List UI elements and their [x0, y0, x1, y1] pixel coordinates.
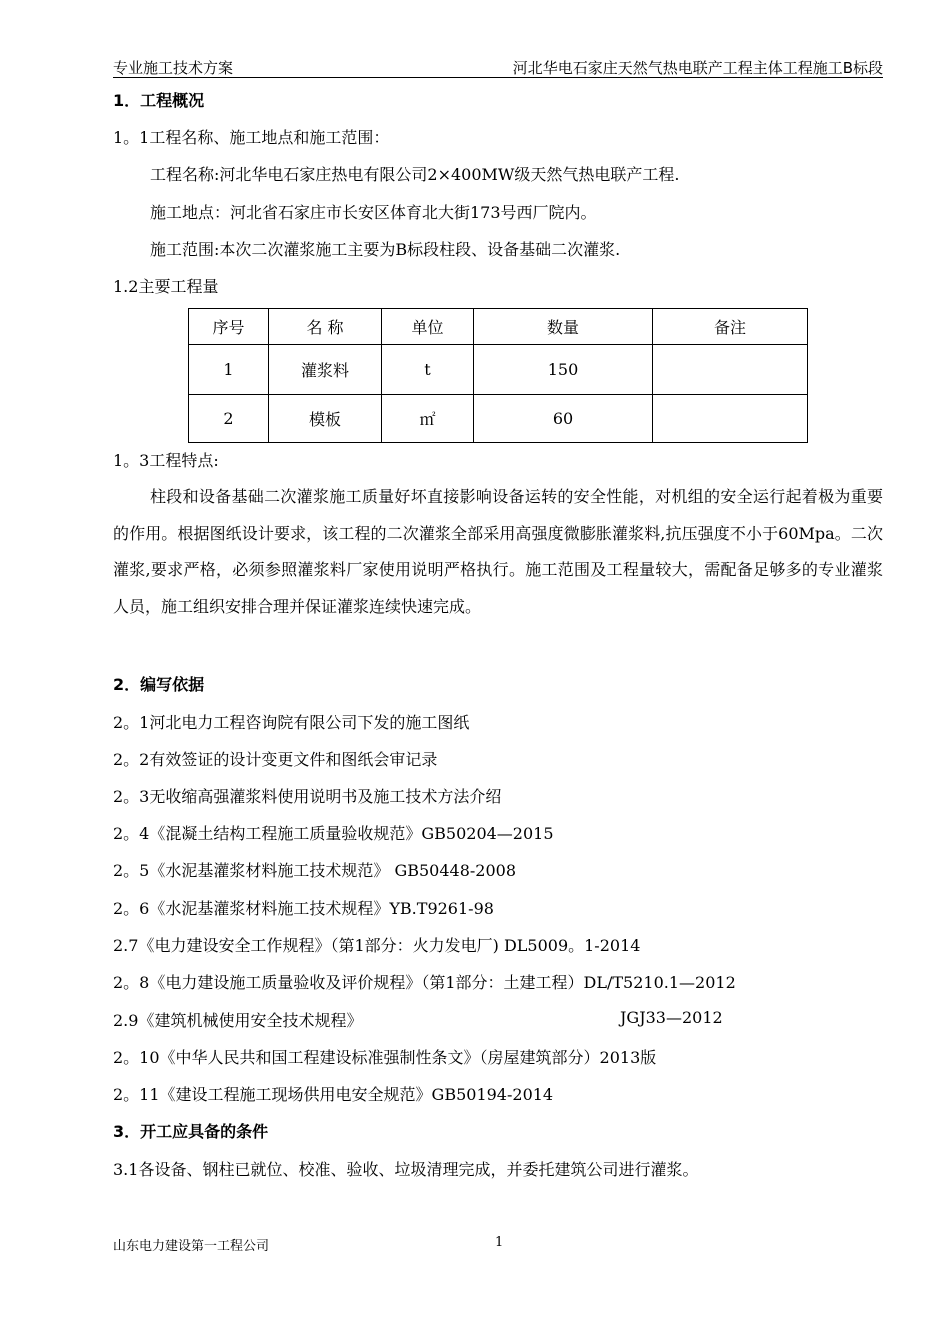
section3-title: 3．开工应具备的条件 — [113, 1122, 269, 1141]
section1-1-title: 1。1工程名称、施工地点和施工范围： — [113, 128, 390, 147]
table-header-cell: 名 称 — [269, 309, 382, 345]
table-cell: 60 — [474, 395, 653, 443]
table-cell — [653, 395, 808, 443]
section3-1-text: 3.1各设备、钢柱已就位、校准、验收、垃圾清理完成，并委托建筑公司进行灌浆。 — [113, 1160, 699, 1179]
table-cell: 灌浆料 — [269, 345, 382, 395]
header-rule — [113, 77, 883, 78]
section2-title: 2．编写依据 — [113, 675, 205, 694]
basis-item: 2。2有效签证的设计变更文件和图纸会审记录 — [113, 750, 438, 769]
table-cell: 2 — [189, 395, 269, 443]
section1-3-title: 1。3工程特点: — [113, 451, 219, 470]
basis-item: 2。10《中华人民共和国工程建设标准强制性条文》（房屋建筑部分）2013版 — [113, 1048, 657, 1067]
table-header-cell: 数量 — [474, 309, 653, 345]
table-row — [189, 395, 808, 443]
header-left-text: 专业施工技术方案 — [113, 59, 234, 77]
header-right-text: 河北华电石家庄天然气热电联产工程主体工程施工B标段 — [512, 59, 883, 77]
table-cell — [653, 345, 808, 395]
table-header-cell: 单位 — [382, 309, 474, 345]
project-location: 施工地点：河北省石家庄市长安区体育北大街173号西厂院内。 — [150, 203, 597, 222]
section1-3-paragraph: 柱段和设备基础二次灌浆施工质量好坏直接影响设备运转的安全性能，对机组的安全运行起着极为重要的作用。根据图纸设计要求，该工程的二次灌浆全部采用高强度微膨胀灌浆料,抗压强度不小于60Mpa。二次灌浆,要求严格，必须参照灌浆料厂家使用说明严格执行。施工范围及工程量较大，需配备足够多的专业灌浆人员，施工组织安排合理并保证灌浆连续快速完成。 — [113, 487, 883, 616]
table-cell: ㎡ — [382, 395, 474, 443]
quantity-table — [188, 308, 808, 443]
basis-item: 2。6《水泥基灌浆材料施工技术规程》YB.T9261-98 — [113, 899, 494, 918]
basis-item: 2.7《电力建设安全工作规程》（第1部分：火力发电厂) DL5009。1-2014 — [113, 936, 641, 955]
table-header-row — [189, 309, 808, 345]
basis-item: 2。5《水泥基灌浆材料施工技术规范》 GB50448-2008 — [113, 861, 517, 880]
section1-2-title: 1.2主要工程量 — [113, 277, 219, 296]
table-header-cell: 备注 — [653, 309, 808, 345]
table-cell: 150 — [474, 345, 653, 395]
basis-item-code: JGJ33—2012 — [620, 1008, 723, 1027]
project-name: 工程名称:河北华电石家庄热电有限公司2×400MW级天然气热电联产工程. — [150, 165, 680, 184]
section1-title: 1．工程概况 — [113, 91, 205, 110]
table-row — [189, 345, 808, 395]
basis-item: 2。4《混凝土结构工程施工质量验收规范》GB50204—2015 — [113, 824, 554, 843]
table-cell: t — [382, 345, 474, 395]
basis-item: 2。1河北电力工程咨询院有限公司下发的施工图纸 — [113, 713, 470, 732]
basis-item: 2。8《电力建设施工质量验收及评价规程》（第1部分：土建工程）DL/T5210.1—2012 — [113, 973, 736, 992]
table-cell: 1 — [189, 345, 269, 395]
basis-item: 2.9《建筑机械使用安全技术规程》 — [113, 1011, 363, 1030]
page-number: 1 — [495, 1235, 504, 1250]
basis-item: 2。11《建设工程施工现场供用电安全规范》GB50194-2014 — [113, 1085, 554, 1104]
table-header-cell: 序号 — [189, 309, 269, 345]
footer-company: 山东电力建设第一工程公司 — [113, 1239, 270, 1254]
table-cell: 模板 — [269, 395, 382, 443]
project-scope: 施工范围:本次二次灌浆施工主要为B标段柱段、设备基础二次灌浆. — [150, 240, 621, 259]
basis-item: 2。3无收缩高强灌浆料使用说明书及施工技术方法介绍 — [113, 787, 502, 806]
